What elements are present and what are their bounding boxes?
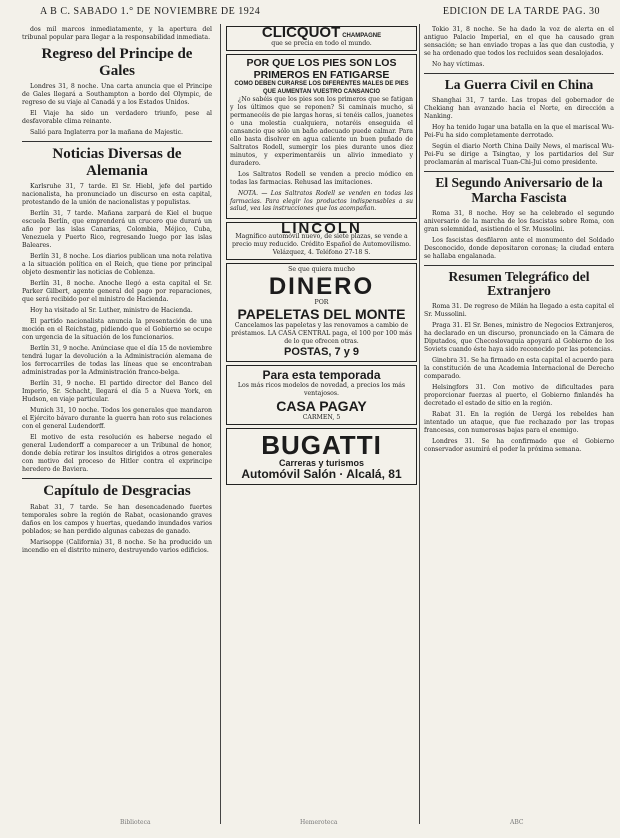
ad-dinero — [226, 263, 417, 362]
article-title: Capítulo de Desgracias — [43, 483, 191, 499]
article-title: La Guerra Civil en China — [444, 77, 594, 92]
ad-title: Para esta temporada — [262, 367, 381, 382]
ad-brand: LINCOLN — [281, 219, 362, 237]
ad-bugatti — [226, 428, 417, 485]
paragraph: Berlín 31, 8 noche. Los diarios publican una nota relativa a la situación política en el Reich, que tiene por principal objeto desmentir las noticias de Coblenza. — [22, 253, 212, 276]
column-rule — [220, 24, 221, 824]
ad-clicquot — [226, 26, 417, 51]
paragraph: El motivo de esta resolución es haberse negado el general Ludendorff a comparecer a un Tribunal de honor, donde debía retirar los insultos dirigidos a otros generales con motivo del proceso de Hitler contra el exprincipe heredero de Baviera. — [22, 434, 212, 473]
paragraph: Ginebra 31. Se ha firmado en esta capital el acuerdo para la constitución de una Academia Internacional de Derecho comparado. — [424, 357, 614, 381]
ad-brand: BUGATTI — [261, 429, 382, 460]
article-title: El Segundo Aniversario de la Marcha Fascista — [435, 174, 603, 205]
paragraph: Salió para Inglaterra por la mañana de Majestic. — [30, 129, 184, 136]
footer-mid: Hemeroteca — [300, 819, 338, 826]
paragraph: Marisoppe (California) 31, 8 noche. Se ha producido un incendio en el distrito minero, destruyendo varios edificios. — [22, 538, 212, 554]
divider — [424, 171, 614, 172]
page-header — [40, 6, 600, 17]
ad-top: Se que quiera mucho — [288, 265, 355, 273]
ad-sub: que se precia en todo el mundo. — [271, 40, 372, 47]
paragraph: Rabat 31. En la región de Uergá los rebeldes han intentado un ataque, que fue rechazado por las tropas francesas, con numerosas bajas para el enemigo. — [424, 411, 614, 435]
paragraph: Tokio 31, 8 noche. Se ha dado la voz de alerta en el antiguo Palacio Imperial, en el que ha causado gran sensación; se han enviado tropas a las que dan custodia, y se ha ordenado que todos los recluidos sean desalojados. — [424, 26, 614, 57]
paragraph: Praga 31. El Sr. Benes, ministro de Negocios Extranjeros, ha declarado en un discurso, pronunciado en la Cámara de Diputados, que Checoslovaquia apoyará al Gobierno de los Soviets cuando éste haya sido reconocido por las potencias. — [424, 322, 614, 354]
paragraph: El partido nacionalista anuncia la presentación de una moción en el Reichstag, pidiendo que el Gobierno se ocupe con urgencia de la situación de los funcionarios. — [22, 318, 212, 341]
column-center — [226, 26, 417, 488]
ad-box: POSTAS, 7 y 9 — [284, 345, 359, 358]
ad-side: CHAMPAGNE — [342, 33, 382, 39]
ad-lincoln — [226, 219, 417, 260]
ad-address: CARMEN, 5 — [302, 413, 341, 421]
divider — [424, 265, 614, 266]
ad-address: Automóvil Salón · Alcalá, 81 — [241, 466, 402, 481]
paragraph: ¿No sabéis que los pies son los primeros que se fatigan y los últimos que se reponen? Si caminais mucho, si permanecéis de pie largas horas, si tenéis callos, juanetes o una molestia cualquiera, notaréis enseguida el cansancio que sólo un baño adecuado puede calmar. Para ello basta disolver en agua caliente un buen puñado de Saltratos Rodell, sumergir los pies durante unos diez minutos, y experimentaréis un alivio inmediato y duradero. — [230, 96, 413, 167]
paragraph: Berlín 31, 9 noche. Anúnciase que el día 15 de noviembre tendrá lugar la devolución a la Administración alemana de los ferrocarriles de todas las líneas que se encontraban administradas por la Administración franco-belga. — [22, 345, 212, 376]
ad-sub: COMO DEBEN CURARSE LOS DIFERENTES MALES DE PIES QUE AUMENTAN VUESTRO CANSANCIO — [234, 81, 409, 95]
ad-feet — [226, 54, 417, 219]
paragraph: Helsingfors 31. Con motivo de dificultades para proporcionar fuerzas al puerto, el Gobierno finlandés ha decretado el estado de sitio en la región. — [424, 384, 614, 408]
ad-sub: Carreras y turismos — [278, 457, 365, 468]
ad-text: Cancelamos las papeletas y las renovamos a cambio de préstamos. LA CASA CENTRAL paga, el 100 por 100 más de lo que ofrecen otras. — [231, 321, 412, 345]
ad-pagay — [226, 365, 417, 425]
column-right — [424, 26, 614, 457]
header-left: A B C. SABADO 1.° DE NOVIEMBRE DE 1924 — [40, 6, 261, 17]
header-right: EDICION DE LA TARDE PAG. 30 — [442, 6, 600, 17]
paragraph: Rabat 31, 7 tarde. Se han desencadenado fuertes temporales sobre la región de Rabat, ocasionando graves daños en los campos y huertas, quedando inundados varios poblados; se han perdido algunas cabezas de ganado. — [22, 503, 212, 535]
divider — [22, 478, 212, 479]
paragraph: El Viaje ha sido un verdadero triunfo, pese al desfavorable clima reinante. — [22, 110, 212, 125]
paragraph: Karlsruhe 31, 7 tarde. El Sr. Hiebl, jefe del partido nacionalista, ha pronunciado un discurso en esta capital, protestando de la unión de nacionalistas y populistas. — [22, 183, 212, 206]
divider — [424, 73, 614, 74]
paragraph: Munich 31, 10 noche. Todos los generales que mandaron el Ejército bávaro durante la guerra han roto sus relaciones con el general Ludendorff. — [22, 407, 212, 430]
paragraph: Roma 31. De regreso de Milán ha llegado a esta capital el Sr. Mussolini. — [424, 303, 614, 319]
ad-title: PAPELETAS DEL MONTE — [237, 305, 406, 322]
ad-note: NOTA. — Los Saltratos Rodell se venden en todas las farmacias. Para elegir los productos indispensables a su salud, vea las instrucciones que los acompañan. — [230, 190, 413, 212]
column-rule — [419, 24, 420, 824]
footer-left: Biblioteca — [120, 819, 151, 826]
paragraph: Hoy ha visitado al Sr. Luther, ministro de Hacienda. — [30, 307, 193, 314]
paragraph: Londres 31. Se ha confirmado que el Gobierno conservador asumirá el poder la próxima semana. — [424, 438, 614, 454]
paragraph: Berlín 31, 7 tarde. Mañana zarpará de Kiel el buque escuela Berlín, que emprenderá un crucero que durará un año por las islas Canarias, Colombia, Méjico, Cuba, Venezuela y Puerto Rico, regresando luego por las islas Baleares. — [22, 210, 212, 249]
article-title: Regreso del Principe de Gales — [41, 46, 193, 79]
ad-title: POR QUE LOS PIES SON LOS PRIMEROS EN FATIGARSE — [246, 57, 397, 81]
ad-text: Los más ricos modelos de novedad, a precios los más ventajosos. — [237, 381, 406, 397]
paragraph: Berlín 31, 9 noche. El partido director del Banco del Imperio, Sr. Schacht, llegará el día 5 a Nueva York, en Hudson, en viaje particular. — [22, 380, 212, 403]
lead-text: dos mil marcos inmediatamente, y la apertura del tribunal popular para llegar a la responsabilidad inmediata. — [22, 26, 212, 41]
ad-brand: CLICQUOT — [261, 24, 341, 41]
article-title: Resumen Telegráfico del Extranjero — [448, 268, 590, 299]
paragraph: Berlín 31, 8 noche. Anoche llegó a esta capital el Sr. Parker Gilbert, agente general del pago por reparaciones, que será recibido por el ministro de Hacienda. — [22, 280, 212, 303]
article-title: Noticias Diversas de Alemania — [52, 146, 182, 179]
ad-text: Magnífico automóvil nuevo, de siete plazas, se vende a precio muy reducido. Crédito Español de Automovilismo. — [232, 232, 411, 248]
paragraph: Roma 31, 8 noche. Hoy se ha celebrado el segundo aniversario de la marcha de los fascistas sobre Roma, con gran solemnidad, asistiendo el Sr. Mussolini. — [424, 209, 614, 233]
paragraph: No hay víctimas. — [432, 61, 485, 68]
ad-brand: CASA PAGAY — [276, 397, 367, 414]
paragraph: Londres 31, 8 noche. Una carta anuncia que el Principe de Gales llegará a Southampton a bordo del Olympic, de regreso de su viaje al Canadá y a los Estados Unidos. — [22, 83, 212, 106]
paragraph: Shanghai 31, 7 tarde. Las tropas del gobernador de Chekiang han avanzado hacia el Norte, en dirección a Nanking. — [424, 96, 614, 120]
ad-brand: DINERO — [268, 272, 375, 300]
paragraph: Hoy ha tenido lugar una batalla en la que el mariscal Wu-Pei-Fu ha sido completamente derrotado. — [424, 123, 614, 139]
paragraph: Según el diario North China Daily News, el mariscal Wu-Pei-Fu se dirige a Tsingtao, y los partidarios del Sur proclamarán al mariscal Tuan-Chi-Jui como presidente. — [424, 142, 614, 166]
footer-right: ABC — [510, 819, 524, 826]
column-left — [22, 26, 212, 558]
ad-mid: POR — [314, 298, 329, 306]
paragraph: Los Saltratos Rodell se venden a precio módico en todas las farmacias. Rehusad las imitaciones. — [230, 171, 413, 186]
ad-address: Velázquez, 4. Teléfono 27-18 S. — [272, 248, 371, 256]
paragraph: Los fascistas desfilaron ante el monumento del Soldado Desconocido, donde depositaron coronas; la ciudad entera se hallaba engalanada. — [424, 236, 614, 260]
divider — [22, 141, 212, 142]
